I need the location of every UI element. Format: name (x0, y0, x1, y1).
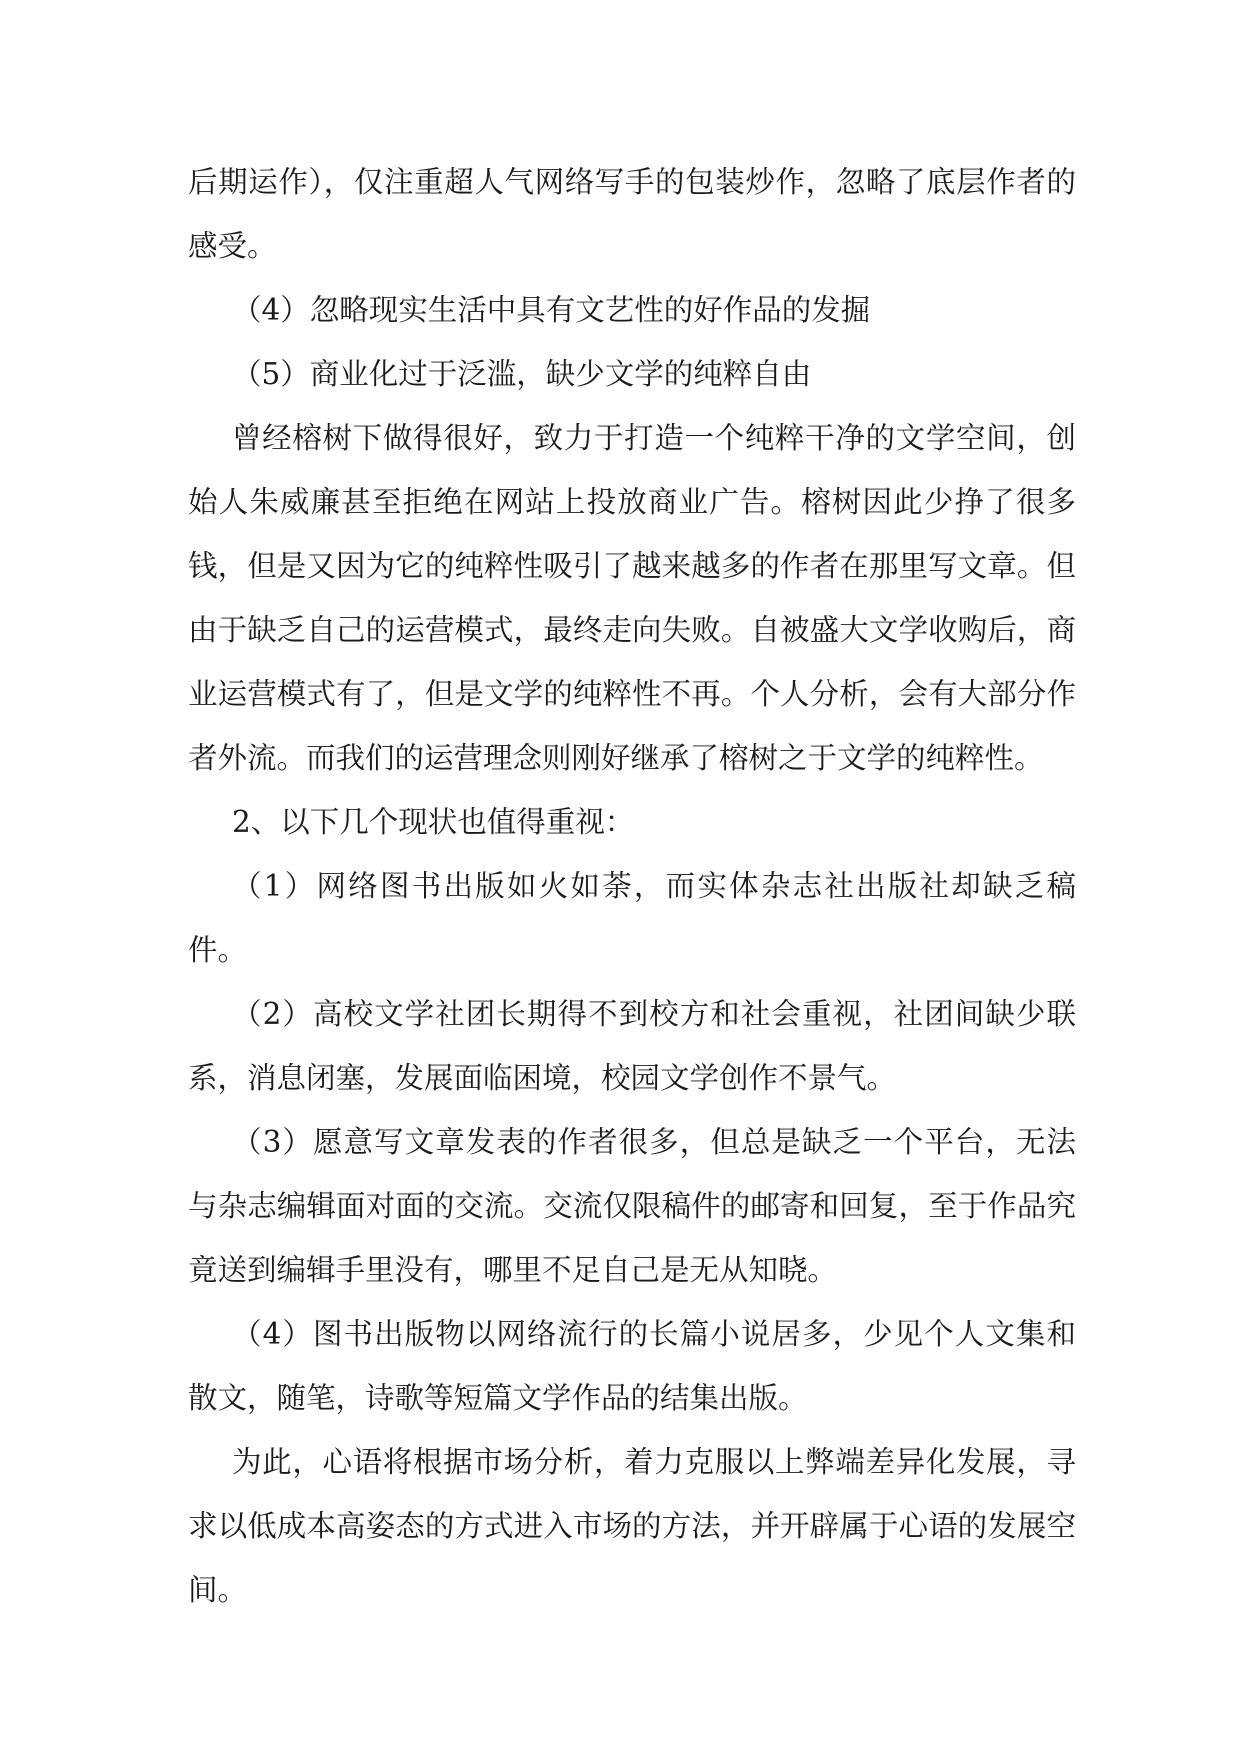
paragraph-status-2: （2）高校文学社团长期得不到校方和社会重视，社团间缺少联系，消息闭塞，发展面临困境，校园文学创作不景气。 (188, 997, 1076, 1095)
paragraph-item-5: （5）商业化过于泛滥，缺少文学的纯粹自由 (232, 357, 812, 391)
paragraph-item-4: （4）忽略现实生活中具有文艺性的好作品的发掘 (232, 293, 871, 327)
paragraph-conclusion: 为此，心语将根据市场分析，着力克服以上弊端差异化发展，寻求以低成本高姿态的方式进入市场的方法，并开辟属于心语的发展空间。 (188, 1445, 1076, 1607)
paragraph-rongshuxia: 曾经榕树下做得很好，致力于打造一个纯粹干净的文学空间，创始人朱威廉甚至拒绝在网站上投放商业广告。榕树因此少挣了很多钱，但是又因为它的纯粹性吸引了越来越多的作者在那里写文章。但由于缺乏自己的运营模式，最终走向失败。自被盛大文学收购后，商业运营模式有了，但是文学的纯粹性不再。个人分析，会有大部分作者外流。而我们的运营理念则刚好继承了榕树之于文学的纯粹性。 (188, 421, 1076, 775)
paragraph-status-4: （4）图书出版物以网络流行的长篇小说居多，少见个人文集和散文，随笔，诗歌等短篇文学作品的结集出版。 (188, 1317, 1076, 1415)
document-body (188, 150, 1076, 1622)
section-heading-2: 2、以下几个现状也值得重视： (232, 805, 635, 839)
paragraph-status-1: （1）网络图书出版如火如荼，而实体杂志社出版社却缺乏稿件。 (188, 869, 1076, 967)
paragraph-continued: 后期运作），仅注重超人气网络写手的包装炒作，忽略了底层作者的感受。 (188, 165, 1076, 263)
paragraph-status-3: （3）愿意写文章发表的作者很多，但总是缺乏一个平台，无法与杂志编辑面对面的交流。交流仅限稿件的邮寄和回复，至于作品究竟送到编辑手里没有，哪里不足自己是无从知晓。 (188, 1125, 1076, 1287)
